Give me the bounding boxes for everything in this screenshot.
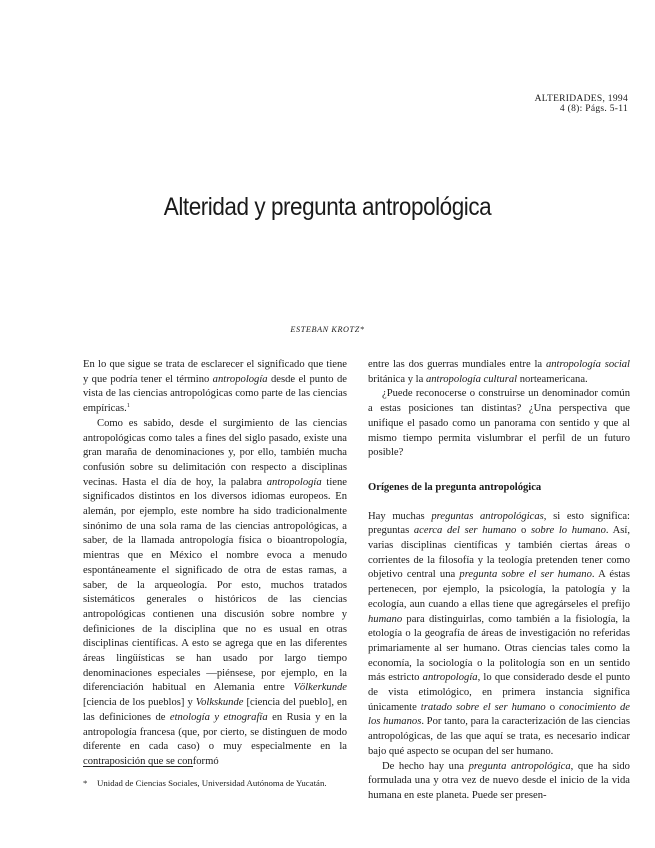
journal-name: ALTERIDADES, 1994 [534,94,628,104]
paragraph-anthropological-question: De hecho hay una pregunta antropológica, que ha sido formulada una y otra vez de nuevo desde el inicio de la vida humana en este planeta. Puede ser presen- [368,760,630,801]
footnote [83,778,347,789]
paragraph-denominations: Como es sabido, desde el surgimiento de las ciencias antropológicas como tales a fines del siglo pasado, existe una gran maraña de denominaciones y, por ello, también mucha confusión sobre su delimitación con respecto a disciplinas vecinas. Hasta el día de hoy, la palabra antropología tiene significados distintos en los diversos idiomas europeos. En alemán, por ejemplo, este nombre ha sido tradicionalmente sinónimo de una sola rama de las ciencias antropológicas, a saber, de la llamada antropología física o bioantropología, mientras que en México el nombre evoca a menudo espontáneamente el significado de otra de estas ramas, a saber, de la arqueología. Por esto, muchos tratados sistemáticos generales o históricos de las ciencias antropológicas contienen una discusión sobre nombre y definiciones de la disciplina que no es usual en otras disciplinas científicas. A esto se agrega que en las diferentes áreas lingüísticas se han usado por largo tiempo denominaciones especiales —piénsese, por ejemplo, en la diferenciación habitual en Alemania entre Völkerkunde [ciencia de los pueblos] y Volkskunde [ciencia del pueblo], en las definiciones de etnología y etnografía en Rusia y en la antropología francesa (que, por cierto, se distinguen de modo diferente en cada caso) o muy especialmente en la contraposición que se conformó [83,417,347,767]
left-column [83,358,347,770]
author-name: ESTEBAN KROTZ* [290,325,365,334]
paragraph-intro: En lo que sigue se trata de esclarecer el significado que tiene y que podría tener el término antropología desde el punto de vista de las ciencias antropológicas como parte de las ciencias empíricas.$^1$ [83,359,347,415]
right-column [368,358,630,804]
footnote-text: Unidad de Ciencias Sociales, Universidad Autónoma de Yucatán. [97,778,327,788]
article-title: Alteridad y pregunta antropológica [163,193,492,221]
paragraph-questions: Hay muchas preguntas antropológicas, si esto significa: preguntas acerca del ser humano o sobre lo humano. Así, varias disciplinas científicas y también ciertas áreas o corrientes de la filosofía y la teología pretenden tener como objetivo central una pregunta sobre el ser humano. A éstas pertenecen, por ejemplo, la psicología, la patología y la ecología, aun cuando a ellas tiene que agregárseles el prefijo humano para distinguirlas, como también a la fisiología, la etología o la geografía de áreas de investigación no referidas primariamente al ser humano. Otras ciencias tales como la economía, la sociología o la politología son en un sentido más estricto antropología, lo que considerado desde el punto de vista etimológico, en primera instancia significa únicamente tratado sobre el ser humano o conocimiento de los humanos. Por tanto, para la caracterización de las ciencias antropológicas, de las que aquí se trata, es necesario indicar bajo qué aspecto se ocupan del ser humano. [368,510,631,757]
footnote-mark: * [83,778,88,788]
section-heading: Orígenes de la pregunta antropológica [368,481,542,493]
journal-citation [535,94,628,114]
paragraph-question: ¿Puede reconocerse o construirse un denominador común a estas posiciones tan distintas? ¿Una perspectiva que unifique el pasado como un panorama con sentido y que al mismo tiempo permita vislumbrar el perfil de un futuro posible? [368,388,630,459]
journal-issue-pages: 4 (8): Págs. 5-11 [559,104,628,114]
paragraph-wars: entre las dos guerras mundiales entre la antropología social británica y la antropología cultural norteamericana. [368,359,630,385]
footnote-divider [83,766,193,767]
footnote-ref: 1 [126,403,130,410]
